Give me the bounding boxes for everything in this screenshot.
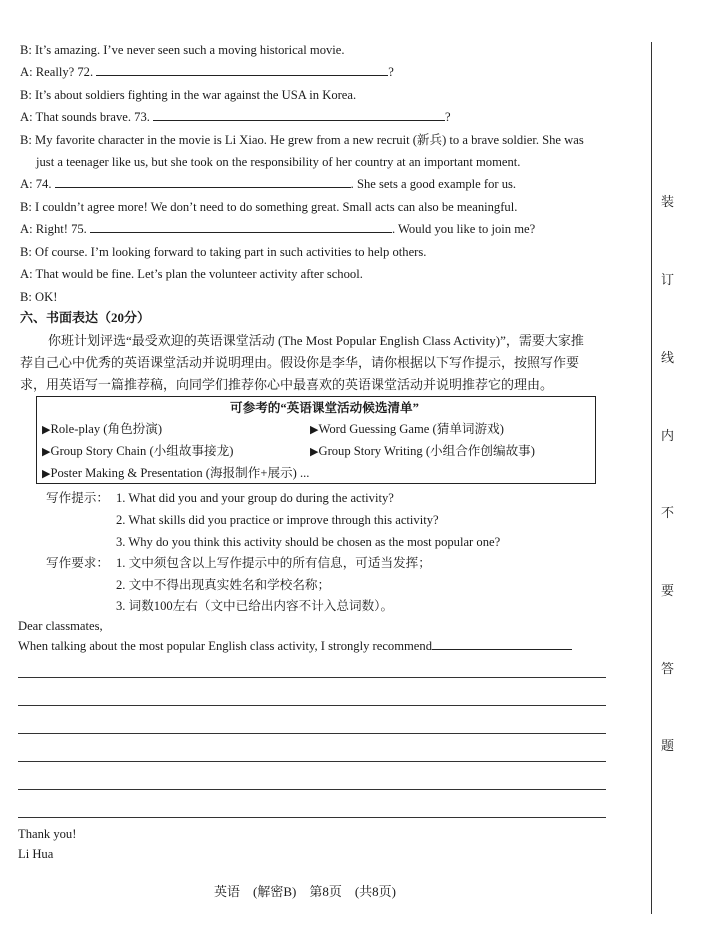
binding-char: 装 bbox=[661, 194, 675, 209]
dialogue-prompt-73: A: That sounds brave. 73. bbox=[20, 110, 150, 124]
dialogue-line-8 bbox=[20, 221, 535, 237]
binding-char: 题 bbox=[661, 738, 675, 753]
answer-blank-74[interactable] bbox=[55, 176, 351, 188]
dialogue-line-7: B: I couldn’t agree more! We don’t need to do something great. Small acts can also be meaningful. bbox=[20, 200, 518, 214]
dialogue-line-9: B: Of course. I’m looking forward to taking part in such activities to help others. bbox=[20, 245, 427, 259]
hints-label: 写作提示： bbox=[46, 491, 109, 505]
requirement-item-2: 2. 文中不得出现真实姓名和学校名称； bbox=[116, 578, 331, 592]
dialogue-line-4 bbox=[20, 109, 451, 125]
intro-line-2: 荐自己心中优秀的英语课堂活动并说明理由。假设你是李华，请你根据以下写作提示，按照写作要 bbox=[20, 355, 580, 370]
candidate-label: Group Story Chain (小组故事接龙) bbox=[50, 444, 234, 458]
bullet-triangle-icon: ▶ bbox=[310, 424, 319, 436]
writing-line[interactable] bbox=[18, 817, 606, 818]
letter-closing: Thank you! bbox=[18, 827, 77, 841]
dialogue-line-6 bbox=[20, 176, 516, 192]
dialogue-prompt-75: A: Right! 75. bbox=[20, 222, 87, 236]
dialogue-suffix-74: . She sets a good example for us. bbox=[350, 177, 517, 191]
writing-line[interactable] bbox=[18, 677, 606, 678]
intro-line-1: 你班计划评选“最受欢迎的英语课堂活动 (The Most Popular English Class Activity)”，需要大家推 bbox=[48, 333, 584, 348]
intro-line-3: 求，用英语写一篇推荐稿，向同学们推荐你心中最喜欢的英语课堂活动并说明推荐它的理由。 bbox=[20, 377, 554, 392]
bullet-triangle-icon: ▶ bbox=[42, 446, 51, 458]
dialogue-prompt-72: A: Really? 72. bbox=[20, 65, 94, 79]
candidate-item bbox=[310, 443, 535, 460]
binding-char: 答 bbox=[661, 661, 675, 676]
letter-opening bbox=[18, 638, 572, 654]
candidate-item bbox=[42, 421, 162, 438]
question-mark: ? bbox=[445, 110, 451, 124]
candidate-item bbox=[42, 443, 233, 460]
writing-line[interactable] bbox=[18, 733, 606, 734]
letter-opening-blank[interactable] bbox=[432, 638, 572, 650]
binding-char: 内 bbox=[661, 428, 675, 443]
letter-signature: Li Hua bbox=[18, 847, 54, 861]
candidate-item bbox=[310, 421, 504, 438]
requirement-item-1: 1. 文中须包含以上写作提示中的所有信息，可适当发挥； bbox=[116, 556, 431, 570]
page-footer: 英语 (解密B) 第8页 (共8页) bbox=[214, 884, 396, 899]
candidate-label: Role-play (角色扮演) bbox=[50, 422, 163, 436]
question-mark: ? bbox=[388, 65, 394, 79]
candidate-label: Word Guessing Game (猜单词游戏) bbox=[318, 422, 504, 436]
box-title: 可参考的“英语课堂活动候选清单” bbox=[230, 401, 419, 415]
requirement-item-3: 3. 词数100左右（文中已给出内容不计入总词数）。 bbox=[116, 599, 394, 613]
binding-line bbox=[651, 42, 652, 914]
binding-char: 不 bbox=[661, 505, 675, 520]
hint-item-1: 1. What did you and your group do during the activity? bbox=[116, 491, 394, 505]
candidate-item bbox=[42, 465, 309, 482]
dialogue-suffix-75: . Would you like to join me? bbox=[391, 222, 536, 236]
answer-blank-75[interactable] bbox=[90, 221, 392, 233]
dialogue-line-1: B: It’s amazing. I’ve never seen such a moving historical movie. bbox=[20, 43, 345, 57]
dialogue-line-3: B: It’s about soldiers fighting in the war against the USA in Korea. bbox=[20, 88, 357, 102]
dialogue-line-11: B: OK! bbox=[20, 290, 58, 304]
bullet-triangle-icon: ▶ bbox=[42, 424, 51, 436]
letter-greeting: Dear classmates, bbox=[18, 619, 103, 633]
writing-line[interactable] bbox=[18, 761, 606, 762]
letter-opening-text: When talking about the most popular English class activity, I strongly recommend bbox=[18, 639, 432, 653]
hint-item-2: 2. What skills did you practice or improve through this activity? bbox=[116, 513, 439, 527]
candidate-label: Group Story Writing (小组合作创编故事) bbox=[318, 444, 535, 458]
dialogue-line-5: B: My favorite character in the movie is Li Xiao. He grew from a new recruit (新兵) to a brave soldier. She was bbox=[20, 133, 584, 147]
dialogue-line-2 bbox=[20, 64, 394, 80]
binding-char: 线 bbox=[661, 350, 675, 365]
hint-item-3: 3. Why do you think this activity should be chosen as the most popular one? bbox=[116, 535, 501, 549]
candidate-label: Poster Making & Presentation (海报制作+展示) ... bbox=[50, 466, 310, 480]
bullet-triangle-icon: ▶ bbox=[310, 446, 319, 458]
dialogue-prompt-74: A: 74. bbox=[20, 177, 52, 191]
answer-blank-72[interactable] bbox=[96, 64, 388, 76]
dialogue-line-5-cont: just a teenager like us, but she took on the responsibility of her country at an important moment. bbox=[36, 155, 521, 169]
binding-char: 订 bbox=[661, 272, 675, 287]
bullet-triangle-icon: ▶ bbox=[42, 468, 51, 480]
section-title: 六、书面表达（20分） bbox=[20, 310, 151, 325]
binding-char: 要 bbox=[661, 583, 675, 598]
answer-blank-73[interactable] bbox=[153, 109, 445, 121]
writing-line[interactable] bbox=[18, 705, 606, 706]
writing-line[interactable] bbox=[18, 789, 606, 790]
dialogue-line-10: A: That would be fine. Let’s plan the volunteer activity after school. bbox=[20, 267, 363, 281]
requirements-label: 写作要求： bbox=[46, 556, 109, 570]
